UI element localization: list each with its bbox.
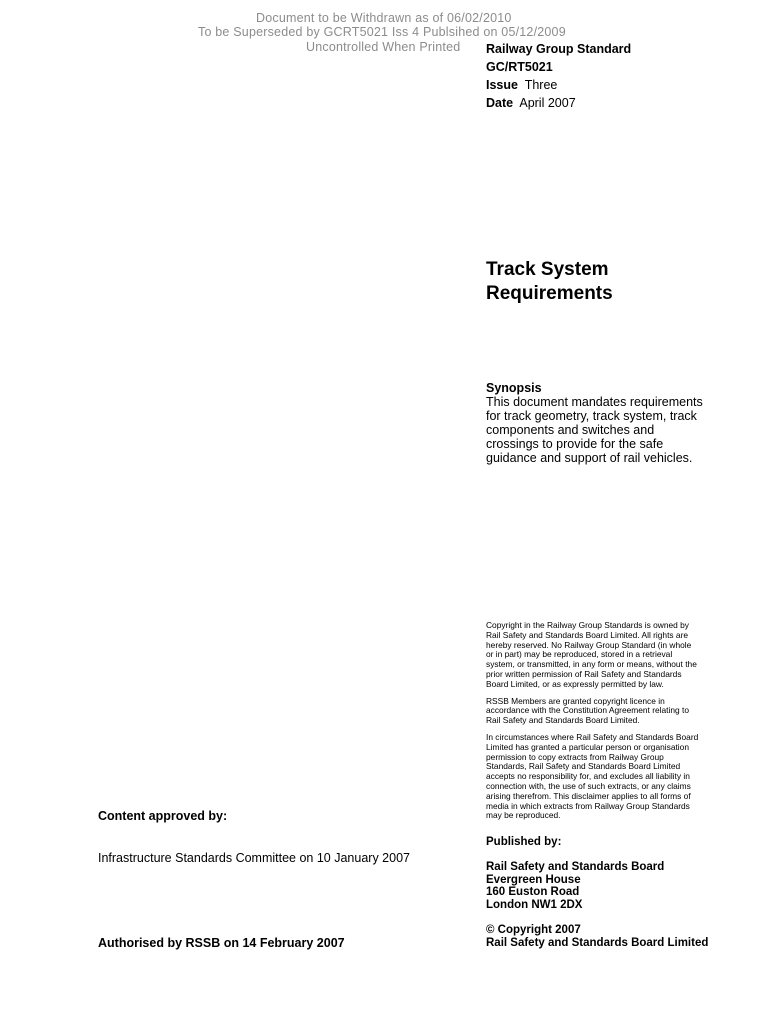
- watermark-uncontrolled: Uncontrolled When Printed: [306, 40, 461, 54]
- copyright-block: [486, 924, 708, 949]
- synopsis: [486, 381, 736, 465]
- issue-value: Three: [524, 78, 558, 92]
- document-header: [486, 40, 631, 112]
- synopsis-line: This document mandates requirements: [486, 395, 703, 409]
- copyright-notice: [486, 621, 726, 828]
- approval-heading: Content approved by:: [98, 809, 228, 823]
- publisher-line: Evergreen House: [486, 873, 581, 886]
- publisher-heading: Published by:: [486, 836, 562, 848]
- date-value: April 2007: [519, 96, 576, 110]
- copyright-line: © Copyright 2007: [486, 924, 581, 936]
- authorisation-line: Authorised by RSSB on 14 February 2007: [98, 936, 345, 950]
- standard-type: Railway Group Standard: [486, 42, 632, 56]
- synopsis-line: crossings to provide for the safe: [486, 437, 664, 451]
- copyright-paragraph-1: Copyright in the Railway Group Standards is owned by Rail Safety and Standards Board Limited. All rights are hereby reserved. No Railway Group Standard (in whole or in part) may be reproduced, stored in a retrieval system, or transmitted, in any form or means, without the prior written permission of Rail Safety and Standards Board Limited, or as expressly permitted by law.: [486, 620, 697, 689]
- copyright-paragraph-3: In circumstances where Rail Safety and Standards Board Limited has granted a particular person or organisation permission to copy extracts from Railway Group Standards, Rail Safety and Standards Board Limited accepts no responsibility for, and excludes all liability in connection with, the use of such extracts, or any claims arising therefrom. This disclaimer applies to all forms of media in which extracts from Railway Group Standards may be reproduced.: [486, 731, 699, 821]
- document-title: [486, 258, 613, 306]
- publisher-line: London NW1 2DX: [486, 899, 583, 912]
- copyright-paragraph-2: RSSB Members are granted copyright licence in accordance with the Constitution Agreement relating to Rail Safety and Standards Board Limited.: [486, 695, 689, 726]
- title-line-2: Requirements: [486, 283, 613, 304]
- publisher-address: [486, 861, 664, 912]
- watermark-superseded: To be Superseded by GCRT5021 Iss 4 Publsihed on 05/12/2009: [198, 25, 566, 39]
- synopsis-heading: Synopsis: [486, 381, 542, 395]
- issue-line: [486, 76, 631, 94]
- publisher-line: 160 Euston Road: [486, 886, 580, 899]
- synopsis-line: guidance and support of rail vehicles.: [486, 451, 693, 465]
- date-label: Date: [486, 96, 514, 110]
- publisher-line: Rail Safety and Standards Board: [486, 861, 665, 873]
- approval-committee: Infrastructure Standards Committee on 10 January 2007: [98, 851, 410, 865]
- synopsis-line: for track geometry, track system, track: [486, 409, 697, 423]
- issue-label: Issue: [486, 78, 518, 92]
- date-line: [486, 94, 631, 112]
- synopsis-line: components and switches and: [486, 423, 655, 437]
- publisher-company: Rail Safety and Standards Board Limited: [486, 936, 709, 949]
- title-line-1: Track System: [486, 259, 609, 280]
- watermark-withdrawn: Document to be Withdrawn as of 06/02/2010: [256, 11, 512, 25]
- document-number: GC/RT5021: [486, 60, 553, 74]
